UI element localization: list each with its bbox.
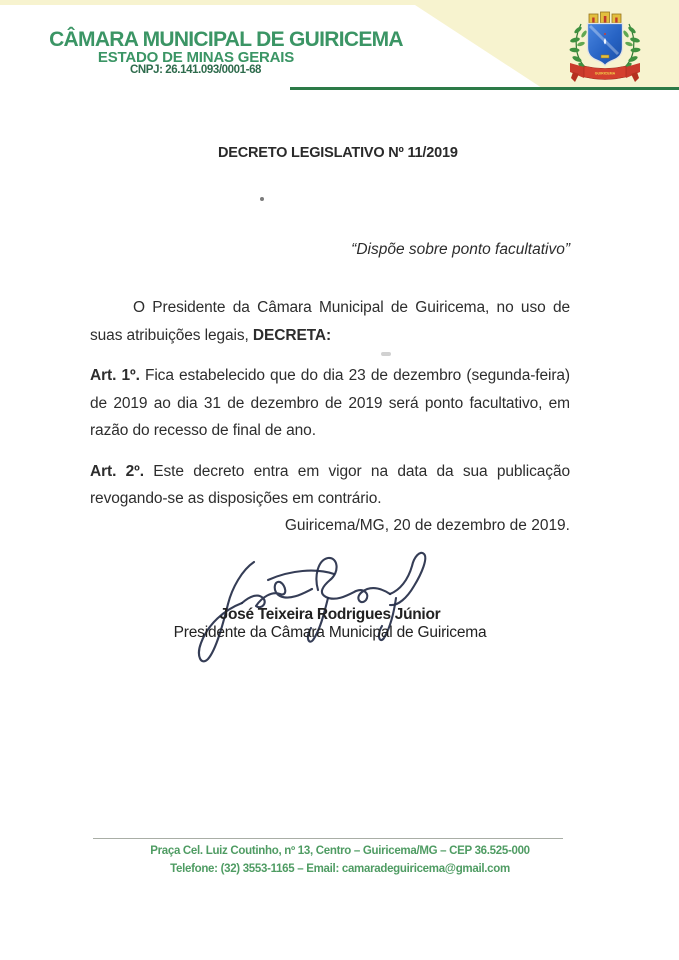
dateline: Guiricema/MG, 20 de dezembro de 2019. [284, 517, 570, 534]
article-1-text: Fica estabelecido que do dia 23 de dezembro (segunda-feira) de 2019 ao dia 31 de dezembro de 2019 será ponto facultativo, em razão do recesso de final de ano. [90, 367, 570, 439]
article-2-text: Este decreto entra em vigor na data da sua publicação revogando-se as disposições em contrário. [90, 462, 570, 507]
org-name: CÂMARA MUNICIPAL DE GUIRICEMA [49, 28, 403, 51]
scan-artifact-dot [260, 197, 264, 201]
footer-address: Praça Cel. Luiz Coutinho, nº 13, Centro – Guiricema/MG – CEP 36.525-000 [150, 845, 530, 857]
opening-paragraph [90, 294, 570, 349]
org-state: ESTADO DE MINAS GERAIS [97, 49, 295, 66]
article-2-label: Art. 2º. [90, 462, 144, 480]
ribbon-text: GUIRICEMA [594, 71, 616, 76]
opening-text: O Presidente da Câmara Municipal de Guiricema, no uso de suas atribuições legais, [90, 299, 570, 344]
footer-contact: Telefone: (32) 3553-1165 – Email: camaradeguiricema@gmail.com [170, 863, 510, 875]
epigraph: “Dispõe sobre ponto facultativo” [351, 241, 570, 258]
signer-name: José Teixeira Rodrigues Júnior [219, 606, 441, 623]
article-2 [90, 458, 570, 513]
footer-rule [93, 838, 563, 839]
decreta-bold: DECRETA: [252, 326, 332, 344]
article-1-label: Art. 1º. [90, 367, 140, 384]
coat-of-arms-icon [560, 8, 670, 96]
decree-body [90, 294, 570, 526]
signer-title: Presidente da Câmara Municipal de Guiricema [173, 624, 487, 641]
article-1 [90, 362, 570, 445]
org-cnpj: CNPJ: 26.141.093/0001-68 [130, 64, 262, 76]
document-title: DECRETO LEGISLATIVO Nº 11/2019 [218, 145, 458, 161]
